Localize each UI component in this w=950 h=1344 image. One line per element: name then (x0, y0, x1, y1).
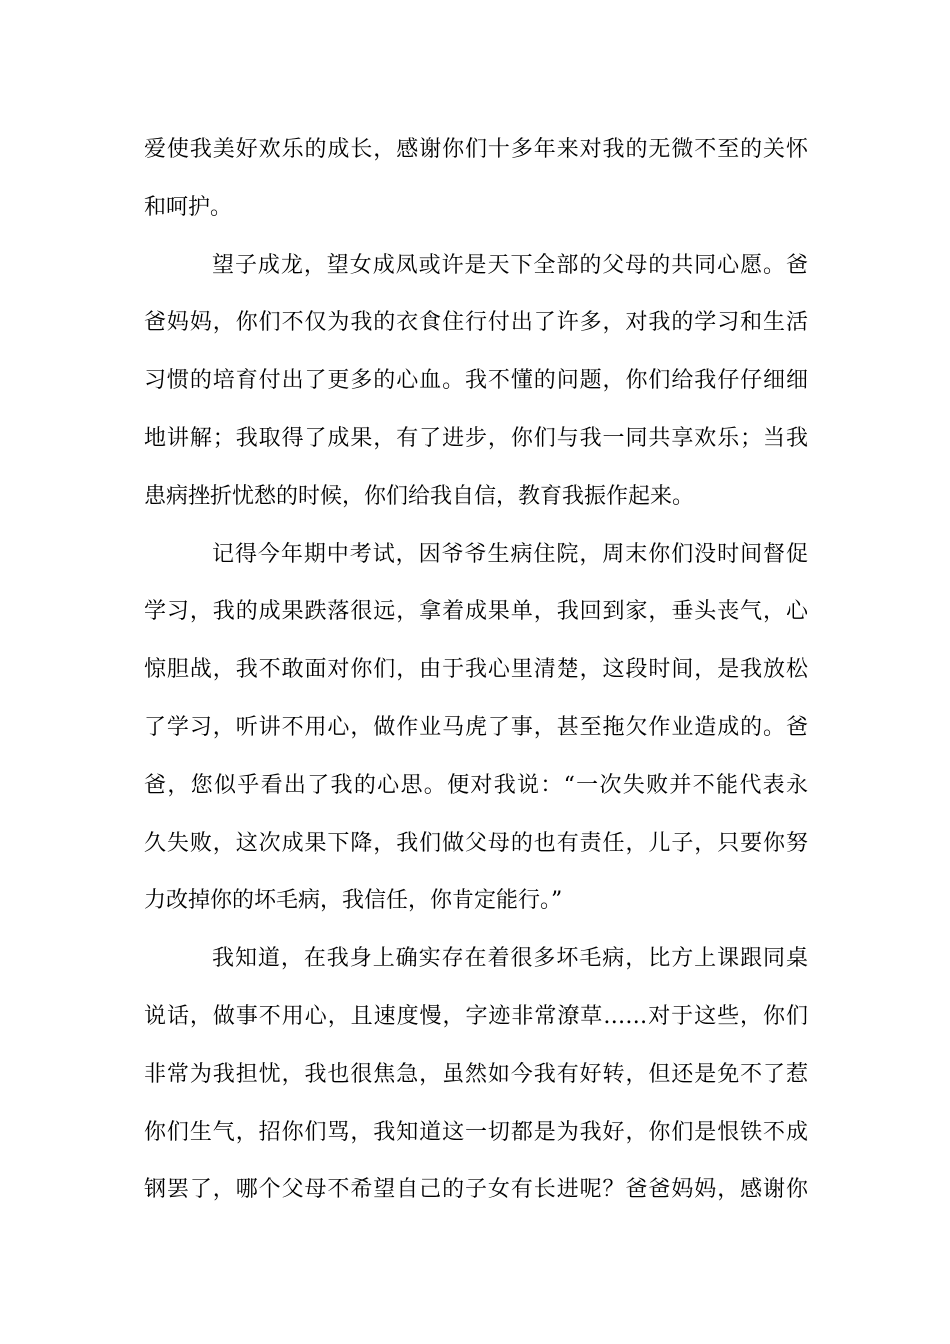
text-line: 非常为我担忧，我也很焦急，虽然如今我有好转，但还是免不了惹 (144, 1061, 808, 1087)
text-line: 说话，做事不用心，且速度慢，字迹非常潦草……对于这些，你们 (144, 1003, 808, 1029)
text-line: 惊胆战，我不敢面对你们，由于我心里清楚，这段时间，是我放松 (144, 657, 808, 683)
body-text (144, 128, 808, 1226)
text-line: 记得今年期中考试，因爷爷生病住院，周末你们没时间督促 (212, 541, 808, 567)
text-line: 了学习，听讲不用心，做作业马虎了事，甚至拖欠作业造成的。爸 (144, 714, 808, 740)
text-line: 钢罢了，哪个父母不希望自己的子女有长进呢？爸爸妈妈，感谢你 (144, 1177, 808, 1203)
text-line: 学习，我的成果跌落很远，拿着成果单，我回到家，垂头丧气，心 (144, 599, 808, 625)
text-line: 地讲解；我取得了成果，有了进步，你们与我一同共享欢乐；当我 (144, 425, 808, 451)
text-line: 习惯的培育付出了更多的心血。我不懂的问题，你们给我仔仔细细 (144, 368, 808, 394)
text-line: 我知道，在我身上确实存在着很多坏毛病，比方上课跟同桌 (212, 946, 808, 972)
text-line: 和呵护。 (144, 194, 233, 220)
text-line: 久失败，这次成果下降，我们做父母的也有责任，儿子，只要你努 (144, 830, 808, 856)
text-line: 患病挫折忧愁的时候，你们给我自信，教育我振作起来。 (144, 483, 695, 509)
text-line: 爱使我美好欢乐的成长，感谢你们十多年来对我的无微不至的关怀 (144, 137, 808, 162)
text-line: 爸妈妈，你们不仅为我的衣食住行付出了许多，对我的学习和生活 (144, 310, 808, 336)
text-line: 爸，您似乎看出了我的心思。便对我说：“一次失败并不能代表永 (144, 772, 808, 798)
text-line: 力改掉你的坏毛病，我信任，你肯定能行。” (144, 888, 563, 914)
text-line: 望子成龙，望女成凤或许是天下全部的父母的共同心愿。爸 (212, 252, 808, 278)
text-line: 你们生气，招你们骂，我知道这一切都是为我好，你们是恨铁不成 (144, 1119, 808, 1145)
